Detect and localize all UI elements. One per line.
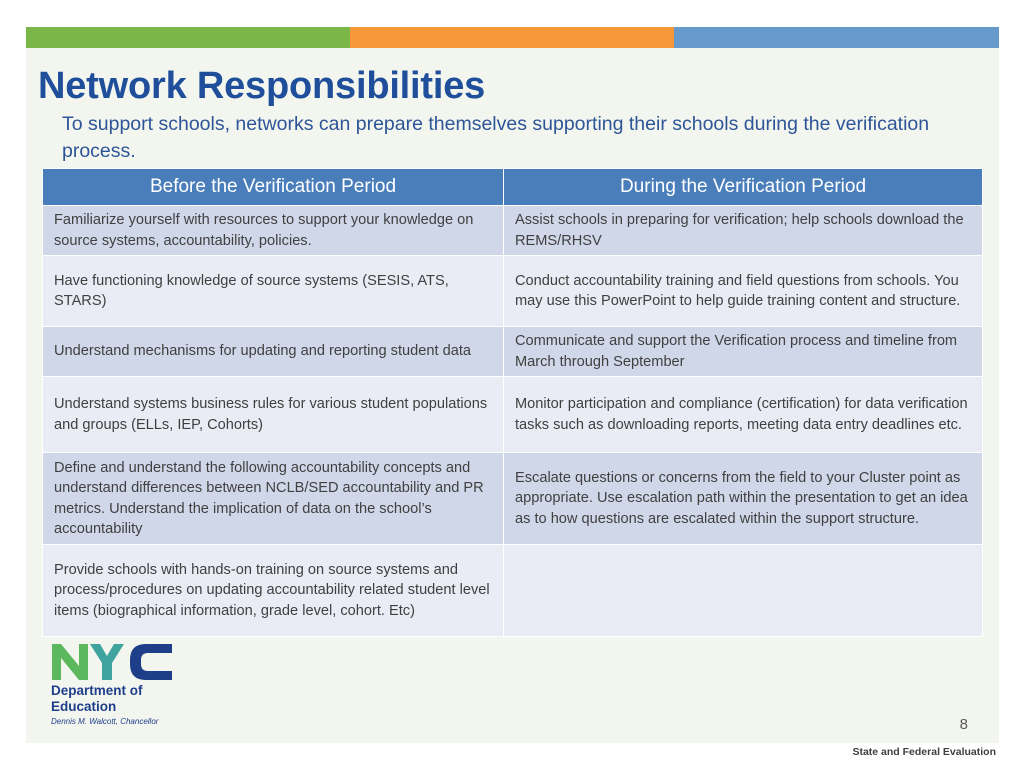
column-header-before: Before the Verification Period bbox=[43, 169, 504, 206]
department-name: Department of Education bbox=[51, 683, 143, 714]
during-cell: Monitor participation and compliance (certification) for data verification tasks such as downloading reports, meeting data entry deadlines etc. bbox=[504, 377, 983, 453]
during-cell: Communicate and support the Verification process and timeline from March through September bbox=[504, 327, 983, 377]
slide-title: Network Responsibilities bbox=[38, 65, 486, 107]
during-cell: Assist schools in preparing for verification; help schools download the REMS/RHSV bbox=[504, 206, 983, 256]
during-cell: Escalate questions or concerns from the field to your Cluster point as appropriate. Use escalation path within the presentation to get an idea as to how questions are escalated within the support structure. bbox=[504, 453, 983, 545]
slide-subtitle: To support schools, networks can prepare themselves supporting their schools during the verification process. bbox=[62, 113, 930, 162]
nyc-wordmark-icon bbox=[50, 642, 175, 682]
before-cell: Understand mechanisms for updating and reporting student data bbox=[43, 327, 504, 377]
band-orange-segment bbox=[350, 27, 674, 48]
table-row bbox=[43, 327, 983, 377]
before-cell: Define and understand the following accountability concepts and understand differences between NCLB/SED accountability and PR metrics. Understand the implication of data on the school’s accountability bbox=[43, 453, 504, 545]
table-row bbox=[43, 545, 983, 637]
table-row bbox=[43, 206, 983, 256]
table-row bbox=[43, 256, 983, 327]
band-blue-segment bbox=[674, 27, 999, 48]
before-cell: Provide schools with hands-on training on source systems and process/procedures on updating accountability related student level items (biographical information, grade level, cohort. Etc) bbox=[43, 545, 504, 637]
during-cell: Conduct accountability training and field questions from schools. You may use this PowerPoint to help guide training content and structure. bbox=[504, 256, 983, 327]
before-cell: Understand systems business rules for various student populations and groups (ELLs, IEP, Cohorts) bbox=[43, 377, 504, 453]
table-header-row bbox=[43, 169, 983, 206]
table-row bbox=[43, 377, 983, 453]
column-header-during: During the Verification Period bbox=[504, 169, 983, 206]
nyc-doe-logo bbox=[50, 642, 180, 728]
table-row bbox=[43, 453, 983, 545]
responsibilities-table bbox=[42, 168, 983, 637]
during-cell bbox=[504, 545, 983, 637]
footer-text: State and Federal Evaluation bbox=[852, 746, 996, 758]
chancellor-name: Dennis M. Walcott, Chancellor bbox=[51, 717, 159, 726]
before-cell: Familiarize yourself with resources to support your knowledge on source systems, accountability, policies. bbox=[43, 206, 504, 256]
top-color-band bbox=[26, 27, 999, 48]
page-number: 8 bbox=[959, 716, 968, 733]
before-cell: Have functioning knowledge of source systems (SESIS, ATS, STARS) bbox=[43, 256, 504, 327]
band-green-segment bbox=[26, 27, 350, 48]
